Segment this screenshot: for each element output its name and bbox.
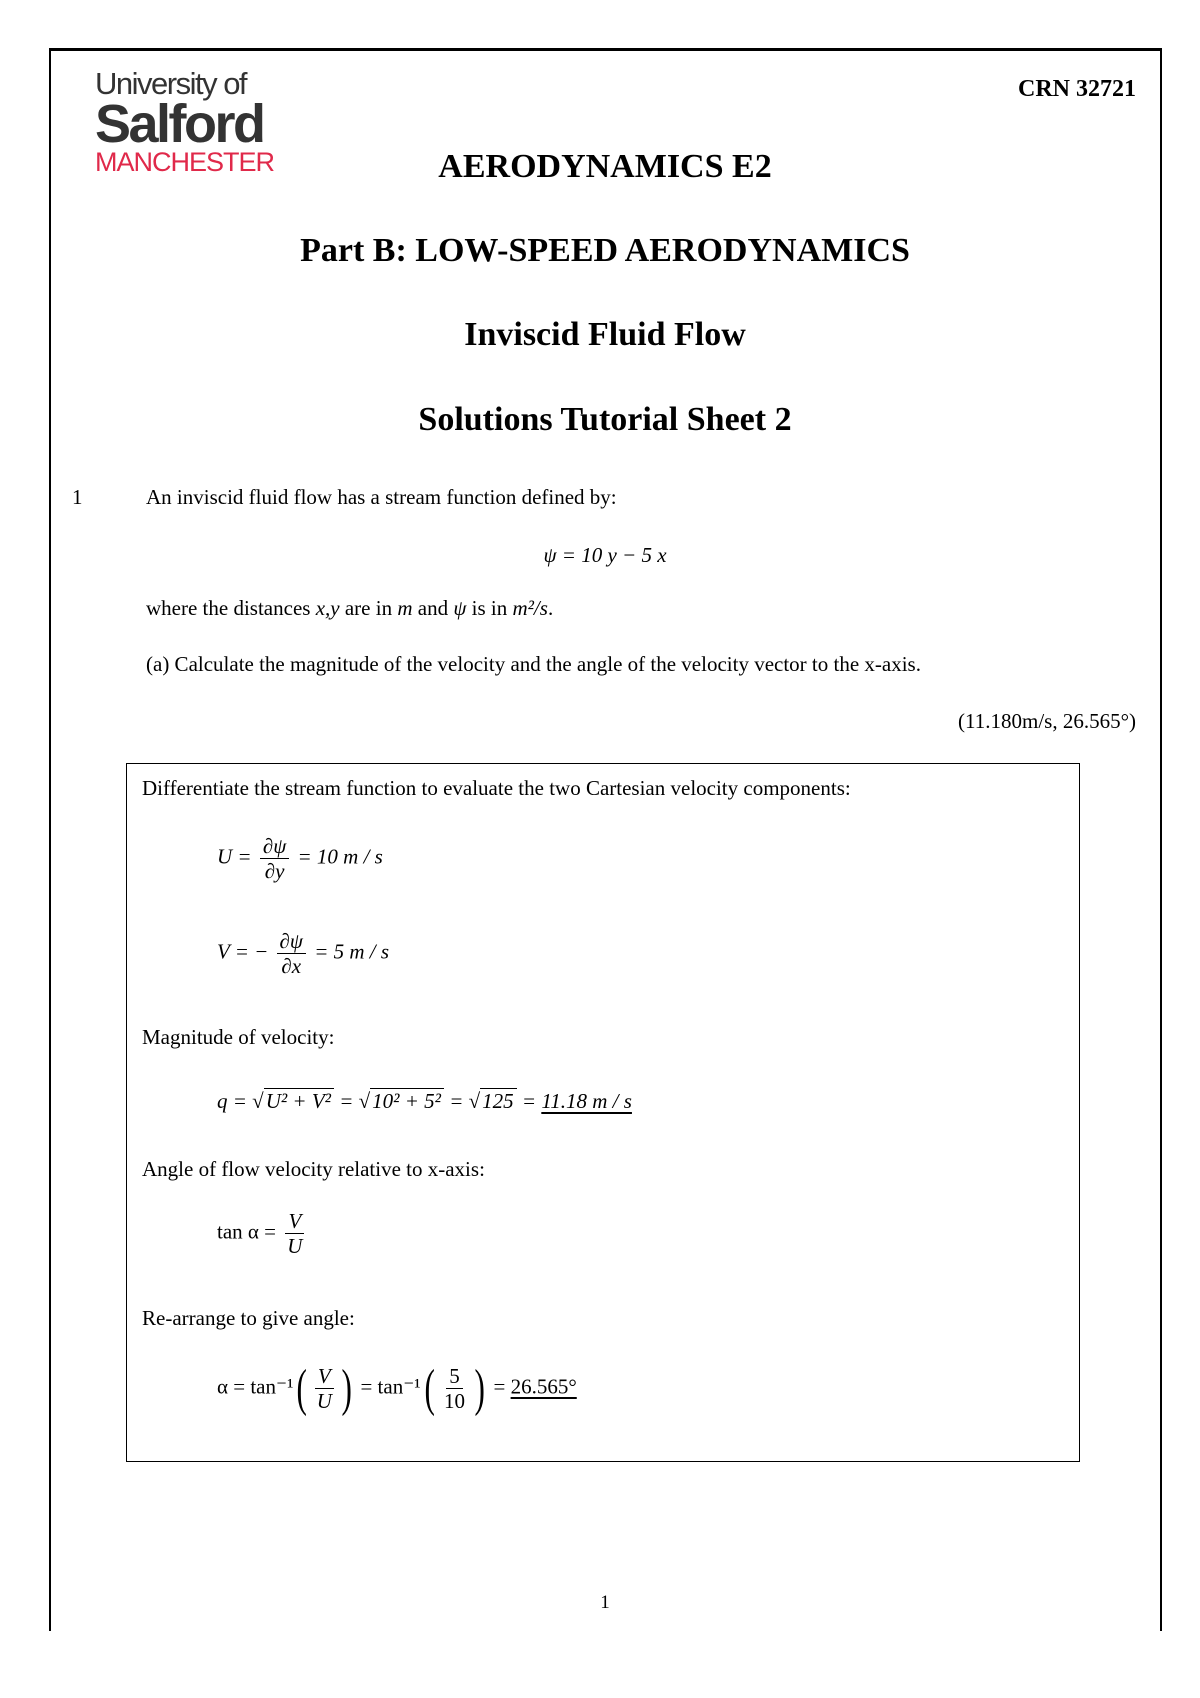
logo-line-3: MANCHESTER xyxy=(95,147,275,177)
solution-step-3: Angle of flow velocity relative to x-axis: xyxy=(142,1157,485,1181)
solution-step-4: Re-arrange to give angle: xyxy=(142,1306,355,1330)
tan-equation xyxy=(217,1209,308,1258)
logo-line-1: University of xyxy=(95,66,247,101)
v-numerator: ∂ψ xyxy=(277,929,306,954)
logo-line-2: Salford xyxy=(95,94,264,154)
units-text: is in xyxy=(466,596,513,620)
units-text: . xyxy=(547,596,554,620)
units-statement xyxy=(146,596,553,621)
q-radicand-2: 10² + 5² xyxy=(370,1088,444,1113)
units-m: m xyxy=(397,596,413,620)
units-text: where the distances xyxy=(146,596,316,620)
alpha-mid: = tan⁻¹ xyxy=(360,1374,421,1399)
q-result: 11.18 m / s xyxy=(541,1089,632,1113)
question-number: 1 xyxy=(72,485,83,509)
equals: = xyxy=(339,1089,354,1113)
alpha-lhs: α = tan⁻¹ xyxy=(217,1374,294,1399)
q-radicand-3: 125 xyxy=(480,1088,517,1113)
part-a-question: (a) Calculate the magnitude of the velocity and the angle of the velocity vector to the x-axis. xyxy=(146,652,921,676)
u-rhs: = 10 m / s xyxy=(297,844,383,869)
tan-numerator: V xyxy=(285,1209,304,1234)
v-denominator: ∂x xyxy=(281,954,302,979)
v-lhs: V = − xyxy=(217,939,269,964)
alpha-denominator-1: U xyxy=(316,1389,332,1413)
u-equation xyxy=(217,834,383,883)
alpha-denominator-2: 10 xyxy=(443,1389,465,1413)
u-denominator: ∂y xyxy=(264,859,285,884)
equals: = xyxy=(493,1374,506,1399)
tan-lhs: tan α = xyxy=(217,1219,277,1244)
units-text: and xyxy=(412,596,454,620)
solution-box xyxy=(126,763,1080,1462)
stream-function-equation: ψ = 10 y − 5 x xyxy=(543,543,667,567)
u-lhs: U = xyxy=(217,844,252,869)
part-title: Part B: LOW-SPEED AERODYNAMICS xyxy=(300,232,910,269)
alpha-numerator-1: V xyxy=(315,1364,334,1389)
alpha-equation: α = tan⁻¹( $\frac{V}{U}$ ) = tan⁻¹( $\frac{5}{10}$ ) = 26.565° xyxy=(217,1360,577,1417)
question-intro: An inviscid fluid flow has a stream function defined by: xyxy=(146,485,617,509)
units-xy: x,y xyxy=(315,596,340,620)
page-number: 1 xyxy=(600,1592,610,1613)
alpha-result: 26.565° xyxy=(510,1374,577,1399)
v-rhs: = 5 m / s xyxy=(314,939,390,964)
v-equation xyxy=(217,929,389,978)
equals: = xyxy=(521,1089,537,1113)
q-equation: q = √U² + V² = √10² + 5² = √125 = 11.18 m / s xyxy=(217,1089,632,1113)
units-text: are in xyxy=(339,596,398,620)
u-numerator: ∂ψ xyxy=(260,834,289,859)
topic-title: Inviscid Fluid Flow xyxy=(464,316,746,353)
course-title: AERODYNAMICS E2 xyxy=(438,148,772,185)
sheet-title: Solutions Tutorial Sheet 2 xyxy=(418,401,792,438)
solution-step-1: Differentiate the stream function to evaluate the two Cartesian velocity components: xyxy=(142,776,851,800)
units-m2s: m²/s xyxy=(512,596,548,620)
equals: = xyxy=(449,1089,464,1113)
units-psi: ψ xyxy=(453,596,467,620)
q-radicand-1: U² + V² xyxy=(264,1088,334,1113)
solution-step-2: Magnitude of velocity: xyxy=(142,1025,335,1049)
tan-denominator: U xyxy=(287,1234,303,1259)
part-a-answer: (11.180m/s, 26.565°) xyxy=(958,709,1136,733)
crn-label: CRN 32721 xyxy=(1018,76,1136,102)
q-lhs: q = xyxy=(217,1089,247,1113)
alpha-numerator-2: 5 xyxy=(446,1364,463,1389)
